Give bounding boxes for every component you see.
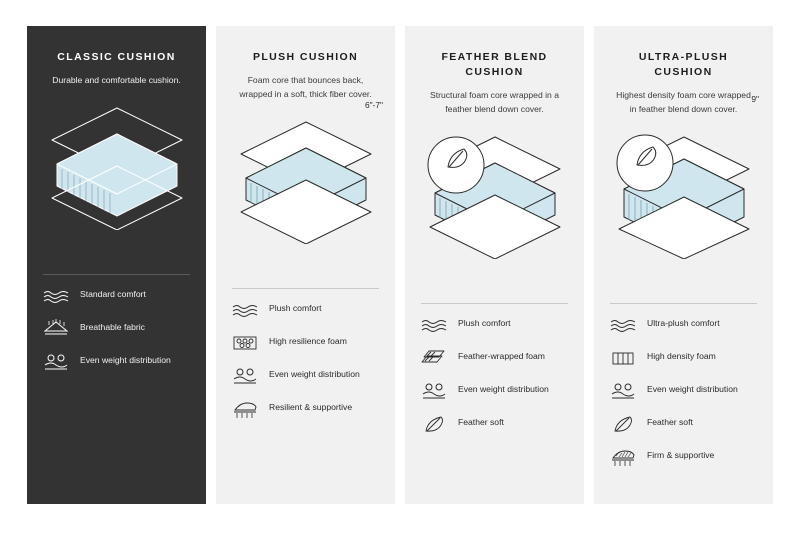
feature-label: Even weight distribution: [458, 384, 549, 395]
feature-label: Even weight distribution: [647, 384, 738, 395]
even-weight-icon: [608, 380, 638, 402]
cushion-layers-diagram-ultra: [609, 129, 759, 259]
cushion-layers-diagram: [231, 114, 381, 244]
feature-item: [419, 413, 570, 435]
feature-label: High resilience foam: [269, 336, 347, 347]
feature-item: [230, 299, 381, 321]
feature-label: Even weight distribution: [80, 355, 171, 366]
feature-list: [41, 285, 192, 373]
card-description: Highest density foam core wrapped in feather blend down cover.: [616, 90, 751, 115]
high-density-foam-icon: [608, 347, 638, 369]
even-weight-icon: [41, 351, 71, 373]
feature-list: [230, 299, 381, 420]
feature-item: [419, 347, 570, 369]
card-description: Durable and comfortable cushion.: [52, 75, 181, 86]
card-title: PLUSH CUSHION: [252, 51, 359, 63]
cushion-card-ultra-plush[interactable]: [594, 26, 773, 504]
honeycomb-foam-icon: [230, 332, 260, 354]
divider: [232, 288, 379, 289]
cushion-illustration: [419, 129, 570, 297]
cushion-illustration: [41, 100, 192, 268]
feature-item: [230, 365, 381, 387]
firm-support-icon: [608, 446, 638, 468]
feature-item: [608, 347, 759, 369]
card-title: FEATHER BLEND CUSHION: [441, 51, 548, 79]
feature-label: Standard comfort: [80, 289, 146, 300]
cushion-layers-diagram-dark: [42, 100, 192, 230]
feature-item: [230, 398, 381, 420]
even-weight-icon: [230, 365, 260, 387]
wavy-lines-icon: [41, 285, 71, 307]
dimension-label: 6"-7": [364, 100, 383, 110]
feature-label: Ultra-plush comfort: [647, 318, 720, 329]
feature-label: Even weight distribution: [269, 369, 360, 380]
feature-label: Feather-wrapped foam: [458, 351, 545, 362]
feature-label: Feather soft: [458, 417, 504, 428]
cushion-card-plush[interactable]: [216, 26, 395, 504]
feature-label: Plush comfort: [458, 318, 511, 329]
feature-label: Feather soft: [647, 417, 693, 428]
divider: [43, 274, 190, 275]
divider: [610, 303, 757, 304]
card-description: Foam core that bounces back, wrapped in a soft, thick fiber cover.: [239, 75, 372, 100]
feature-label: Resilient & supportive: [269, 402, 353, 413]
feature-label: Firm & supportive: [647, 450, 715, 461]
cushion-illustration: [608, 129, 759, 297]
resilient-support-icon: [230, 398, 260, 420]
feather-wrapped-layers-icon: [419, 347, 449, 369]
even-weight-icon: [419, 380, 449, 402]
cushion-card-classic[interactable]: [27, 26, 206, 504]
cushion-layers-diagram-feather: [420, 129, 570, 259]
wavy-lines-icon: [230, 299, 260, 321]
feather-icon: [419, 413, 449, 435]
feature-item: [41, 351, 192, 373]
feature-list: [419, 314, 570, 435]
cushion-card-feather-blend[interactable]: [405, 26, 584, 504]
feature-item: [608, 314, 759, 336]
card-title: ULTRA-PLUSH CUSHION: [638, 51, 729, 79]
feature-item: [608, 380, 759, 402]
feature-list: [608, 314, 759, 468]
breathable-fabric-icon: [41, 318, 71, 340]
feature-item: [608, 413, 759, 435]
cushion-illustration: [230, 114, 381, 282]
feature-item: [41, 318, 192, 340]
card-title: CLASSIC CUSHION: [57, 51, 176, 63]
dimension-label: 9": [751, 94, 759, 104]
wavy-lines-icon: [608, 314, 638, 336]
feather-icon: [608, 413, 638, 435]
feature-item: [41, 285, 192, 307]
feature-label: Plush comfort: [269, 303, 322, 314]
wavy-lines-icon: [419, 314, 449, 336]
feature-item: [608, 446, 759, 468]
feature-label: Breathable fabric: [80, 322, 145, 333]
feature-item: [419, 314, 570, 336]
feature-item: [230, 332, 381, 354]
card-description: Structural foam core wrapped in a feather blend down cover.: [430, 90, 559, 115]
feature-item: [419, 380, 570, 402]
divider: [421, 303, 568, 304]
feature-label: High density foam: [647, 351, 716, 362]
